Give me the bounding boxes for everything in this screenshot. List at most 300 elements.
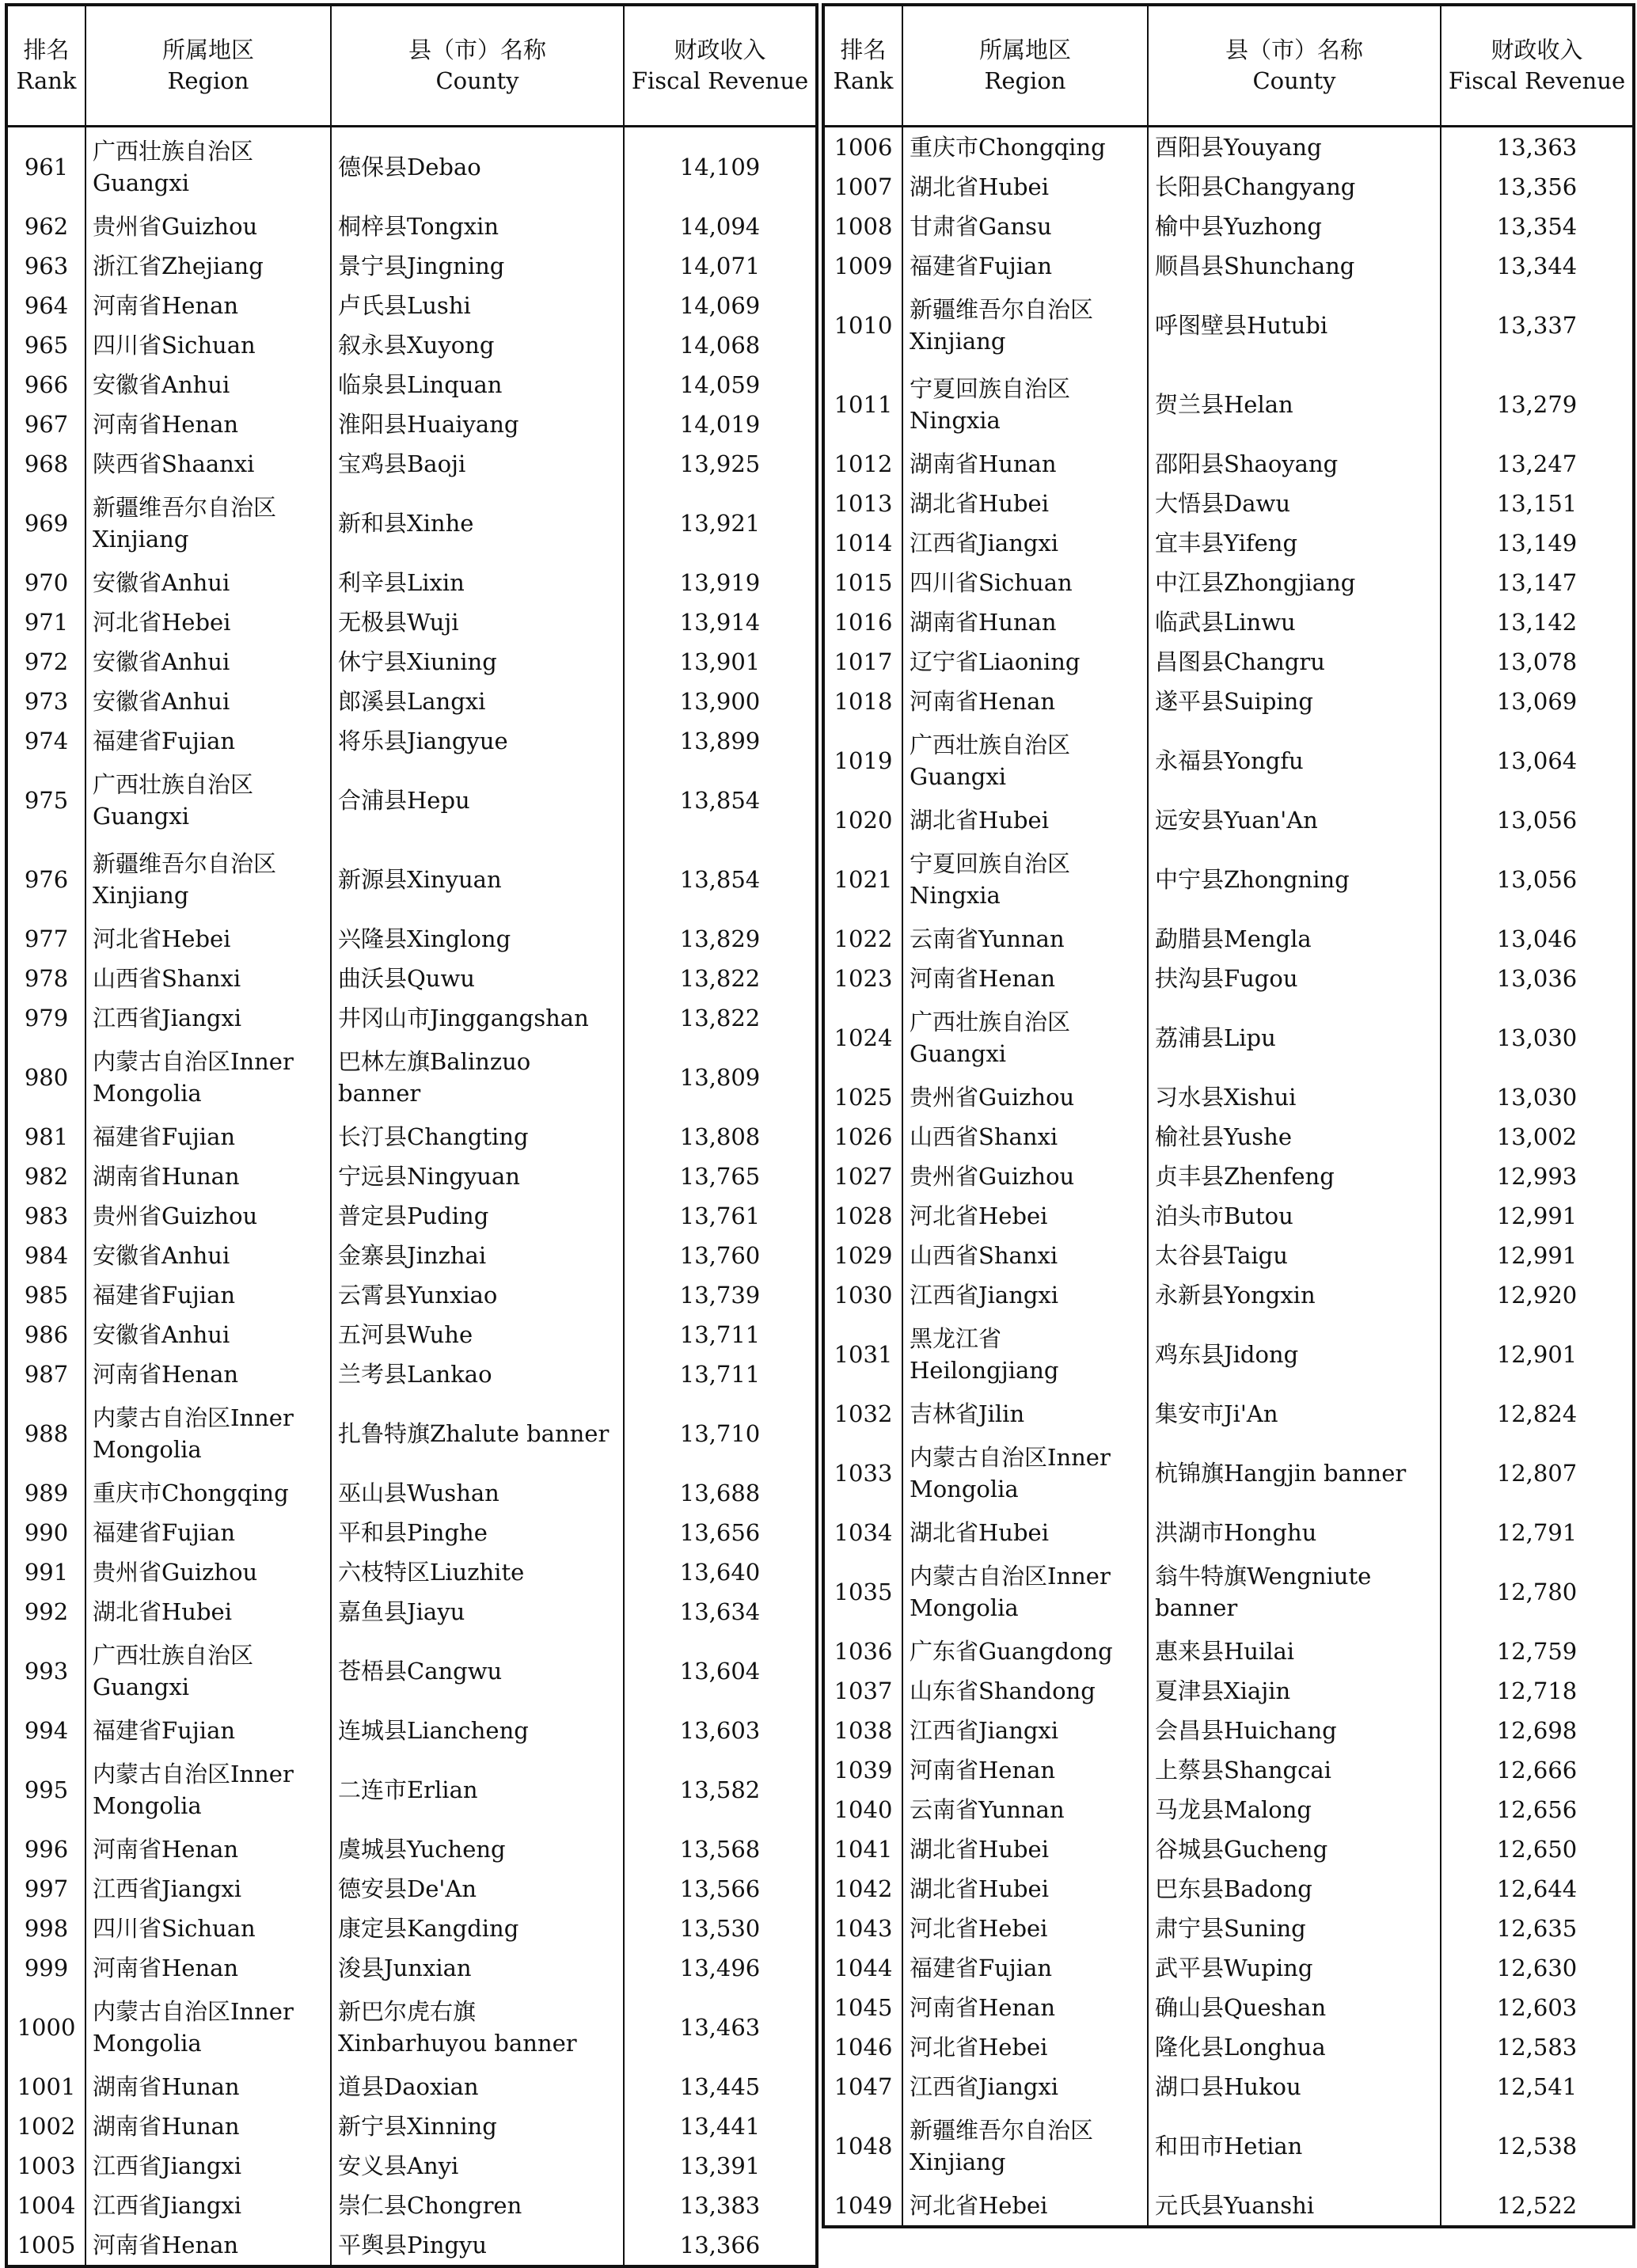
revenue-cell: 13,441 bbox=[624, 2107, 817, 2146]
table-row bbox=[6, 207, 817, 246]
region-cell: 河南省Henan bbox=[902, 1988, 1148, 2027]
rank-cell: 963 bbox=[6, 246, 85, 286]
revenue-header: 财政收入 Fiscal Revenue bbox=[1441, 5, 1634, 127]
region-cell: 宁夏回族自治区Ningxia bbox=[902, 840, 1148, 919]
table-row bbox=[823, 1869, 1634, 1909]
region-cell: 湖南省Hunan bbox=[902, 602, 1148, 642]
county-cell: 苍梧县Cangwu bbox=[331, 1632, 624, 1711]
table-row bbox=[6, 1988, 817, 2067]
region-cell: 四川省Sichuan bbox=[85, 1909, 331, 1948]
rank-cell: 997 bbox=[6, 1869, 85, 1909]
rank-cell: 970 bbox=[6, 563, 85, 602]
rank-cell: 978 bbox=[6, 959, 85, 998]
region-cell: 江西省Jiangxi bbox=[902, 1275, 1148, 1315]
rank-cell: 1036 bbox=[823, 1632, 902, 1671]
table-row bbox=[6, 1038, 817, 1117]
region-cell: 安徽省Anhui bbox=[85, 642, 331, 682]
rank-cell: 988 bbox=[6, 1394, 85, 1473]
table-row bbox=[823, 1790, 1634, 1829]
county-cell: 德保县Debao bbox=[331, 127, 624, 207]
table-row bbox=[6, 2067, 817, 2107]
rank-cell: 1043 bbox=[823, 1909, 902, 1948]
county-cell: 习水县Xishui bbox=[1148, 1077, 1441, 1117]
rank-cell: 1014 bbox=[823, 523, 902, 563]
region-cell: 广西壮族自治区Guangxi bbox=[85, 1632, 331, 1711]
county-cell: 康定县Kangding bbox=[331, 1909, 624, 1948]
county-cell: 平舆县Pingyu bbox=[331, 2225, 624, 2266]
revenue-cell: 12,698 bbox=[1441, 1711, 1634, 1750]
county-cell: 和田市Hetian bbox=[1148, 2107, 1441, 2186]
county-cell: 宜丰县Yifeng bbox=[1148, 523, 1441, 563]
region-cell: 江西省Jiangxi bbox=[902, 1711, 1148, 1750]
table-row bbox=[6, 1592, 817, 1632]
rank-cell: 1040 bbox=[823, 1790, 902, 1829]
rank-cell: 1031 bbox=[823, 1315, 902, 1394]
region-cell: 湖南省Hunan bbox=[902, 444, 1148, 484]
region-cell: 江西省Jiangxi bbox=[902, 523, 1148, 563]
revenue-cell: 13,822 bbox=[624, 959, 817, 998]
county-cell: 邵阳县Shaoyang bbox=[1148, 444, 1441, 484]
rank-cell: 1011 bbox=[823, 365, 902, 444]
region-cell: 贵州省Guizhou bbox=[902, 1157, 1148, 1196]
table-row bbox=[823, 1711, 1634, 1750]
county-cell: 卢氏县Lushi bbox=[331, 286, 624, 325]
county-cell: 元氏县Yuanshi bbox=[1148, 2186, 1441, 2227]
table-row bbox=[823, 800, 1634, 840]
rank-cell: 962 bbox=[6, 207, 85, 246]
table-row bbox=[823, 523, 1634, 563]
region-cell: 新疆维吾尔自治区Xinjiang bbox=[85, 840, 331, 919]
county-cell: 新和县Xinhe bbox=[331, 484, 624, 563]
rank-cell: 994 bbox=[6, 1711, 85, 1750]
revenue-cell: 13,078 bbox=[1441, 642, 1634, 682]
rank-cell: 1047 bbox=[823, 2067, 902, 2107]
county-cell: 中宁县Zhongning bbox=[1148, 840, 1441, 919]
rank-cell: 1039 bbox=[823, 1750, 902, 1790]
county-cell: 二连市Erlian bbox=[331, 1750, 624, 1829]
revenue-cell: 12,666 bbox=[1441, 1750, 1634, 1790]
revenue-cell: 12,780 bbox=[1441, 1552, 1634, 1632]
revenue-cell: 13,530 bbox=[624, 1909, 817, 1948]
rank-cell: 1020 bbox=[823, 800, 902, 840]
county-cell: 武平县Wuping bbox=[1148, 1948, 1441, 1988]
county-cell: 将乐县Jiangyue bbox=[331, 721, 624, 761]
county-cell: 景宁县Jingning bbox=[331, 246, 624, 286]
rank-header: 排名 Rank bbox=[823, 5, 902, 127]
table-row bbox=[6, 2107, 817, 2146]
rank-cell: 1009 bbox=[823, 246, 902, 286]
table-row bbox=[823, 207, 1634, 246]
region-cell: 河南省Henan bbox=[902, 682, 1148, 721]
revenue-cell: 13,247 bbox=[1441, 444, 1634, 484]
table-row bbox=[823, 1434, 1634, 1513]
table-row bbox=[823, 959, 1634, 998]
county-cell: 扎鲁特旗Zhalute banner bbox=[331, 1394, 624, 1473]
table-row bbox=[6, 325, 817, 365]
region-cell: 吉林省Jilin bbox=[902, 1394, 1148, 1434]
rank-cell: 1028 bbox=[823, 1196, 902, 1236]
revenue-cell: 13,030 bbox=[1441, 998, 1634, 1077]
table-row bbox=[823, 2107, 1634, 2186]
county-cell: 兰考县Lankao bbox=[331, 1354, 624, 1394]
revenue-cell: 13,344 bbox=[1441, 246, 1634, 286]
revenue-cell: 13,147 bbox=[1441, 563, 1634, 602]
table-row bbox=[823, 682, 1634, 721]
revenue-cell: 13,925 bbox=[624, 444, 817, 484]
table-row bbox=[823, 642, 1634, 682]
table-row bbox=[6, 1354, 817, 1394]
revenue-cell: 12,538 bbox=[1441, 2107, 1634, 2186]
county-cell: 远安县Yuan'An bbox=[1148, 800, 1441, 840]
rank-cell: 971 bbox=[6, 602, 85, 642]
rank-cell: 976 bbox=[6, 840, 85, 919]
county-cell: 郎溪县Langxi bbox=[331, 682, 624, 721]
county-cell: 中江县Zhongjiang bbox=[1148, 563, 1441, 602]
region-cell: 福建省Fujian bbox=[902, 246, 1148, 286]
county-cell: 大悟县Dawu bbox=[1148, 484, 1441, 523]
region-cell: 河北省Hebei bbox=[85, 602, 331, 642]
revenue-cell: 13,391 bbox=[624, 2146, 817, 2186]
county-cell: 井冈山市Jinggangshan bbox=[331, 998, 624, 1038]
table-row bbox=[823, 1117, 1634, 1157]
table-row bbox=[6, 1829, 817, 1869]
table-row bbox=[6, 2225, 817, 2266]
county-header: 县（市）名称 County bbox=[331, 5, 624, 127]
county-cell: 翁牛特旗Wengniute banner bbox=[1148, 1552, 1441, 1632]
revenue-cell: 12,635 bbox=[1441, 1909, 1634, 1948]
county-cell: 德安县De'An bbox=[331, 1869, 624, 1909]
rank-cell: 1027 bbox=[823, 1157, 902, 1196]
region-cell: 安徽省Anhui bbox=[85, 1315, 331, 1354]
revenue-cell: 13,710 bbox=[624, 1394, 817, 1473]
revenue-cell: 13,901 bbox=[624, 642, 817, 682]
rank-cell: 1049 bbox=[823, 2186, 902, 2227]
rank-cell: 1045 bbox=[823, 1988, 902, 2027]
revenue-cell: 13,002 bbox=[1441, 1117, 1634, 1157]
revenue-cell: 13,854 bbox=[624, 840, 817, 919]
rank-cell: 990 bbox=[6, 1513, 85, 1552]
region-cell: 河南省Henan bbox=[85, 1948, 331, 1988]
county-cell: 嘉鱼县Jiayu bbox=[331, 1592, 624, 1632]
revenue-cell: 13,056 bbox=[1441, 800, 1634, 840]
region-cell: 甘肃省Gansu bbox=[902, 207, 1148, 246]
table-row bbox=[6, 444, 817, 484]
revenue-cell: 13,142 bbox=[1441, 602, 1634, 642]
region-header: 所属地区 Region bbox=[902, 5, 1148, 127]
rank-cell: 1010 bbox=[823, 286, 902, 365]
rank-cell: 1003 bbox=[6, 2146, 85, 2186]
table-row bbox=[823, 1671, 1634, 1711]
county-cell: 崇仁县Chongren bbox=[331, 2186, 624, 2225]
revenue-cell: 13,634 bbox=[624, 1592, 817, 1632]
region-cell: 江西省Jiangxi bbox=[85, 1869, 331, 1909]
revenue-cell: 14,069 bbox=[624, 286, 817, 325]
revenue-cell: 13,921 bbox=[624, 484, 817, 563]
region-cell: 山西省Shanxi bbox=[85, 959, 331, 998]
table-row bbox=[823, 1909, 1634, 1948]
rank-cell: 999 bbox=[6, 1948, 85, 1988]
region-cell: 内蒙古自治区Inner Mongolia bbox=[85, 1988, 331, 2067]
county-cell: 安义县Anyi bbox=[331, 2146, 624, 2186]
header-row bbox=[823, 5, 1634, 127]
rank-cell: 996 bbox=[6, 1829, 85, 1869]
revenue-cell: 13,366 bbox=[624, 2225, 817, 2266]
revenue-cell: 13,711 bbox=[624, 1315, 817, 1354]
revenue-cell: 12,791 bbox=[1441, 1513, 1634, 1552]
region-cell: 江西省Jiangxi bbox=[902, 2067, 1148, 2107]
rank-cell: 1008 bbox=[823, 207, 902, 246]
revenue-cell: 12,522 bbox=[1441, 2186, 1634, 2227]
revenue-cell: 13,056 bbox=[1441, 840, 1634, 919]
table-row bbox=[823, 2067, 1634, 2107]
revenue-cell: 12,920 bbox=[1441, 1275, 1634, 1315]
revenue-cell: 13,445 bbox=[624, 2067, 817, 2107]
revenue-cell: 12,583 bbox=[1441, 2027, 1634, 2067]
revenue-cell: 13,069 bbox=[1441, 682, 1634, 721]
revenue-cell: 13,279 bbox=[1441, 365, 1634, 444]
revenue-cell: 13,809 bbox=[624, 1038, 817, 1117]
county-cell: 集安市Ji'An bbox=[1148, 1394, 1441, 1434]
table-row bbox=[823, 1829, 1634, 1869]
rank-header: 排名 Rank bbox=[6, 5, 85, 127]
table-row bbox=[6, 405, 817, 444]
table-row bbox=[6, 1909, 817, 1948]
revenue-cell: 13,899 bbox=[624, 721, 817, 761]
table-row bbox=[823, 246, 1634, 286]
county-cell: 桐梓县Tongxin bbox=[331, 207, 624, 246]
county-cell: 无极县Wuji bbox=[331, 602, 624, 642]
rank-cell: 1034 bbox=[823, 1513, 902, 1552]
table-row bbox=[6, 1117, 817, 1157]
table-row bbox=[6, 682, 817, 721]
table-row bbox=[6, 1394, 817, 1473]
rank-cell: 982 bbox=[6, 1157, 85, 1196]
county-cell: 新宁县Xinning bbox=[331, 2107, 624, 2146]
rank-cell: 1042 bbox=[823, 1869, 902, 1909]
county-cell: 扶沟县Fugou bbox=[1148, 959, 1441, 998]
region-cell: 山西省Shanxi bbox=[902, 1236, 1148, 1275]
county-cell: 洪湖市Honghu bbox=[1148, 1513, 1441, 1552]
region-cell: 福建省Fujian bbox=[85, 721, 331, 761]
county-cell: 临武县Linwu bbox=[1148, 602, 1441, 642]
table-row bbox=[6, 1632, 817, 1711]
region-cell: 贵州省Guizhou bbox=[85, 1552, 331, 1592]
rank-cell: 980 bbox=[6, 1038, 85, 1117]
right-revenue-table bbox=[822, 3, 1635, 2228]
right-table-body bbox=[823, 127, 1634, 2228]
rank-cell: 1041 bbox=[823, 1829, 902, 1869]
county-cell: 宁远县Ningyuan bbox=[331, 1157, 624, 1196]
revenue-cell: 13,363 bbox=[1441, 127, 1634, 168]
rank-cell: 1029 bbox=[823, 1236, 902, 1275]
revenue-cell: 13,808 bbox=[624, 1117, 817, 1157]
county-cell: 隆化县Longhua bbox=[1148, 2027, 1441, 2067]
table-row bbox=[6, 1315, 817, 1354]
table-row bbox=[6, 919, 817, 959]
county-cell: 长汀县Changting bbox=[331, 1117, 624, 1157]
right-table-panel bbox=[822, 3, 1632, 2228]
rank-cell: 1024 bbox=[823, 998, 902, 1077]
county-cell: 鸡东县Jidong bbox=[1148, 1315, 1441, 1394]
table-row bbox=[823, 2027, 1634, 2067]
region-cell: 福建省Fujian bbox=[85, 1711, 331, 1750]
county-cell: 五河县Wuhe bbox=[331, 1315, 624, 1354]
table-row bbox=[823, 721, 1634, 800]
rank-cell: 1004 bbox=[6, 2186, 85, 2225]
left-revenue-table bbox=[5, 3, 818, 2268]
rank-cell: 1044 bbox=[823, 1948, 902, 1988]
region-cell: 云南省Yunnan bbox=[902, 919, 1148, 959]
rank-cell: 986 bbox=[6, 1315, 85, 1354]
rank-cell: 974 bbox=[6, 721, 85, 761]
table-row bbox=[6, 127, 817, 207]
county-cell: 贺兰县Helan bbox=[1148, 365, 1441, 444]
table-row bbox=[6, 761, 817, 840]
region-cell: 安徽省Anhui bbox=[85, 682, 331, 721]
table-row bbox=[823, 1750, 1634, 1790]
rank-cell: 1001 bbox=[6, 2067, 85, 2107]
revenue-cell: 13,688 bbox=[624, 1473, 817, 1513]
table-row bbox=[6, 1711, 817, 1750]
region-cell: 湖南省Hunan bbox=[85, 1157, 331, 1196]
county-cell: 宝鸡县Baoji bbox=[331, 444, 624, 484]
revenue-cell: 13,711 bbox=[624, 1354, 817, 1394]
region-cell: 广西壮族自治区Guangxi bbox=[902, 998, 1148, 1077]
county-cell: 利辛县Lixin bbox=[331, 563, 624, 602]
rank-cell: 1025 bbox=[823, 1077, 902, 1117]
table-row bbox=[6, 365, 817, 405]
table-row bbox=[6, 563, 817, 602]
region-cell: 安徽省Anhui bbox=[85, 1236, 331, 1275]
rank-cell: 1038 bbox=[823, 1711, 902, 1750]
rank-cell: 1018 bbox=[823, 682, 902, 721]
rank-cell: 993 bbox=[6, 1632, 85, 1711]
revenue-cell: 12,993 bbox=[1441, 1157, 1634, 1196]
region-header: 所属地区 Region bbox=[85, 5, 331, 127]
rank-cell: 1048 bbox=[823, 2107, 902, 2186]
revenue-cell: 12,718 bbox=[1441, 1671, 1634, 1711]
table-row bbox=[6, 286, 817, 325]
revenue-cell: 13,739 bbox=[624, 1275, 817, 1315]
rank-cell: 1035 bbox=[823, 1552, 902, 1632]
rank-cell: 987 bbox=[6, 1354, 85, 1394]
revenue-cell: 12,644 bbox=[1441, 1869, 1634, 1909]
revenue-cell: 13,919 bbox=[624, 563, 817, 602]
region-cell: 湖北省Hubei bbox=[902, 800, 1148, 840]
rank-cell: 984 bbox=[6, 1236, 85, 1275]
rank-cell: 998 bbox=[6, 1909, 85, 1948]
revenue-cell: 12,541 bbox=[1441, 2067, 1634, 2107]
revenue-cell: 14,071 bbox=[624, 246, 817, 286]
rank-cell: 961 bbox=[6, 127, 85, 207]
revenue-cell: 13,030 bbox=[1441, 1077, 1634, 1117]
region-cell: 安徽省Anhui bbox=[85, 365, 331, 405]
revenue-cell: 12,656 bbox=[1441, 1790, 1634, 1829]
region-cell: 河南省Henan bbox=[85, 1829, 331, 1869]
county-cell: 上蔡县Shangcai bbox=[1148, 1750, 1441, 1790]
rank-cell: 1032 bbox=[823, 1394, 902, 1434]
region-cell: 湖北省Hubei bbox=[902, 1869, 1148, 1909]
region-cell: 河南省Henan bbox=[85, 286, 331, 325]
table-row bbox=[823, 444, 1634, 484]
revenue-cell: 12,991 bbox=[1441, 1196, 1634, 1236]
revenue-cell: 12,650 bbox=[1441, 1829, 1634, 1869]
table-row bbox=[823, 484, 1634, 523]
rank-cell: 1030 bbox=[823, 1275, 902, 1315]
rank-cell: 981 bbox=[6, 1117, 85, 1157]
region-cell: 浙江省Zhejiang bbox=[85, 246, 331, 286]
revenue-cell: 14,019 bbox=[624, 405, 817, 444]
county-cell: 平和县Pinghe bbox=[331, 1513, 624, 1552]
county-cell: 遂平县Suiping bbox=[1148, 682, 1441, 721]
rank-cell: 1016 bbox=[823, 602, 902, 642]
revenue-cell: 13,914 bbox=[624, 602, 817, 642]
table-row bbox=[6, 602, 817, 642]
region-cell: 福建省Fujian bbox=[85, 1117, 331, 1157]
region-cell: 河北省Hebei bbox=[902, 2027, 1148, 2067]
rank-cell: 1012 bbox=[823, 444, 902, 484]
rank-cell: 979 bbox=[6, 998, 85, 1038]
county-cell: 金寨县Jinzhai bbox=[331, 1236, 624, 1275]
table-row bbox=[823, 1275, 1634, 1315]
rank-cell: 1000 bbox=[6, 1988, 85, 2067]
table-row bbox=[823, 1236, 1634, 1275]
table-row bbox=[823, 998, 1634, 1077]
rank-cell: 1007 bbox=[823, 167, 902, 207]
revenue-cell: 13,046 bbox=[1441, 919, 1634, 959]
table-row bbox=[823, 840, 1634, 919]
revenue-cell: 13,761 bbox=[624, 1196, 817, 1236]
region-cell: 云南省Yunnan bbox=[902, 1790, 1148, 1829]
county-cell: 普定县Puding bbox=[331, 1196, 624, 1236]
revenue-cell: 13,854 bbox=[624, 761, 817, 840]
rank-cell: 989 bbox=[6, 1473, 85, 1513]
region-cell: 湖北省Hubei bbox=[902, 1829, 1148, 1869]
revenue-cell: 13,149 bbox=[1441, 523, 1634, 563]
region-cell: 江西省Jiangxi bbox=[85, 998, 331, 1038]
rank-cell: 968 bbox=[6, 444, 85, 484]
table-row bbox=[823, 1077, 1634, 1117]
rank-cell: 1019 bbox=[823, 721, 902, 800]
county-cell: 确山县Queshan bbox=[1148, 1988, 1441, 2027]
county-cell: 夏津县Xiajin bbox=[1148, 1671, 1441, 1711]
rank-cell: 967 bbox=[6, 405, 85, 444]
rank-cell: 1002 bbox=[6, 2107, 85, 2146]
region-cell: 湖北省Hubei bbox=[902, 167, 1148, 207]
county-cell: 巴林左旗Balinzuo banner bbox=[331, 1038, 624, 1117]
county-cell: 顺昌县Shunchang bbox=[1148, 246, 1441, 286]
table-row bbox=[823, 919, 1634, 959]
revenue-header: 财政收入 Fiscal Revenue bbox=[624, 5, 817, 127]
region-cell: 广东省Guangdong bbox=[902, 1632, 1148, 1671]
table-row bbox=[823, 602, 1634, 642]
region-cell: 福建省Fujian bbox=[85, 1275, 331, 1315]
left-table-body bbox=[6, 127, 817, 2267]
region-cell: 广西壮族自治区Guangxi bbox=[85, 761, 331, 840]
county-cell: 连城县Liancheng bbox=[331, 1711, 624, 1750]
revenue-cell: 12,630 bbox=[1441, 1948, 1634, 1988]
revenue-cell: 13,036 bbox=[1441, 959, 1634, 998]
region-cell: 贵州省Guizhou bbox=[902, 1077, 1148, 1117]
rank-cell: 1017 bbox=[823, 642, 902, 682]
rank-cell: 1013 bbox=[823, 484, 902, 523]
revenue-cell: 13,603 bbox=[624, 1711, 817, 1750]
revenue-cell: 13,064 bbox=[1441, 721, 1634, 800]
rank-cell: 1022 bbox=[823, 919, 902, 959]
county-cell: 云霄县Yunxiao bbox=[331, 1275, 624, 1315]
rank-cell: 1033 bbox=[823, 1434, 902, 1513]
region-cell: 河南省Henan bbox=[85, 1354, 331, 1394]
